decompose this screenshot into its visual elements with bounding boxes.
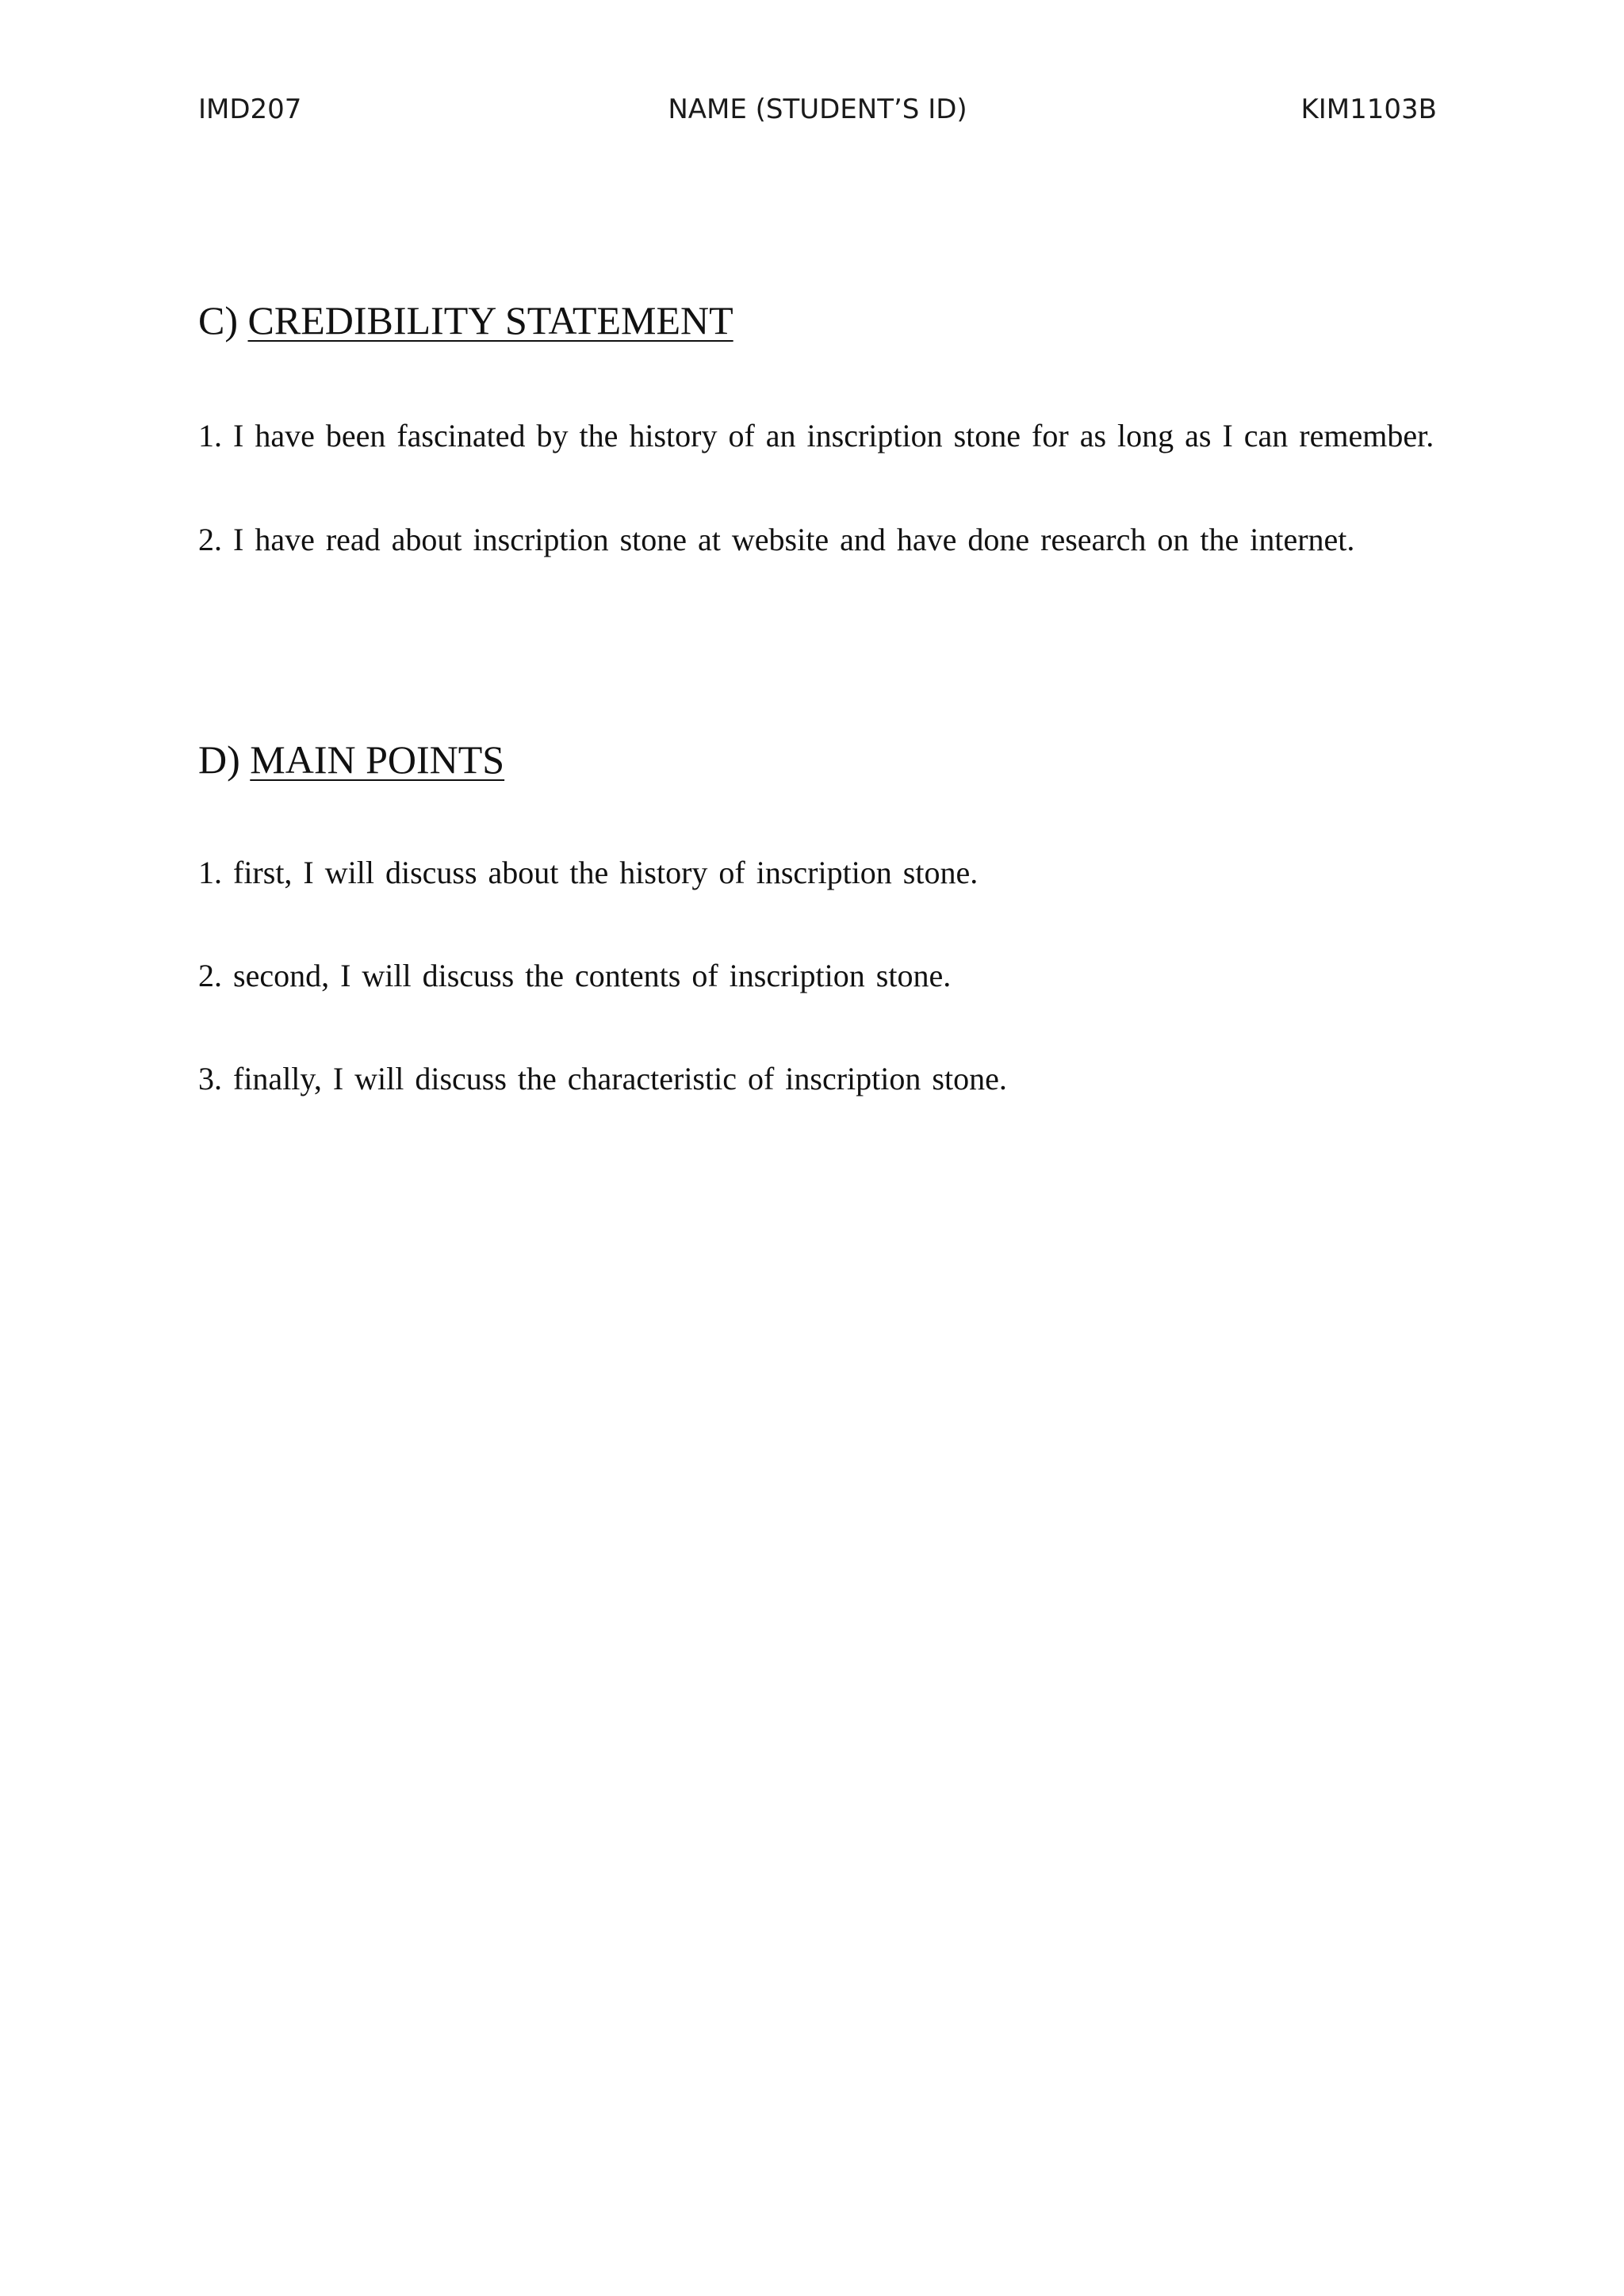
credibility-item-1: 1. I have been fascinated by the history of an inscription stone for as long as I can remember. — [198, 418, 1434, 453]
header-name-id: NAME (STUDENT’S ID) — [668, 94, 967, 125]
main-point-item-1: 1. first, I will discuss about the history of inscription stone. — [198, 855, 979, 890]
section-prefix: D) — [198, 737, 240, 782]
section-heading-main-points — [198, 737, 504, 783]
section-heading-credibility — [198, 297, 733, 343]
section-prefix: C) — [198, 298, 238, 342]
header-course-code: IMD207 — [198, 94, 302, 125]
main-point-item-2: 2. second, I will discuss the contents of inscription stone. — [198, 958, 952, 993]
page-header — [198, 94, 1437, 133]
header-class-code: KIM1103B — [1300, 94, 1437, 125]
credibility-item-2: 2. I have read about inscription stone at website and have done research on the internet. — [198, 522, 1355, 557]
main-point-item-3: 3. finally, I will discuss the characteristic of inscription stone. — [198, 1061, 1007, 1096]
section-title: CREDIBILITY STATEMENT — [247, 298, 733, 342]
section-title: MAIN POINTS — [250, 737, 505, 782]
